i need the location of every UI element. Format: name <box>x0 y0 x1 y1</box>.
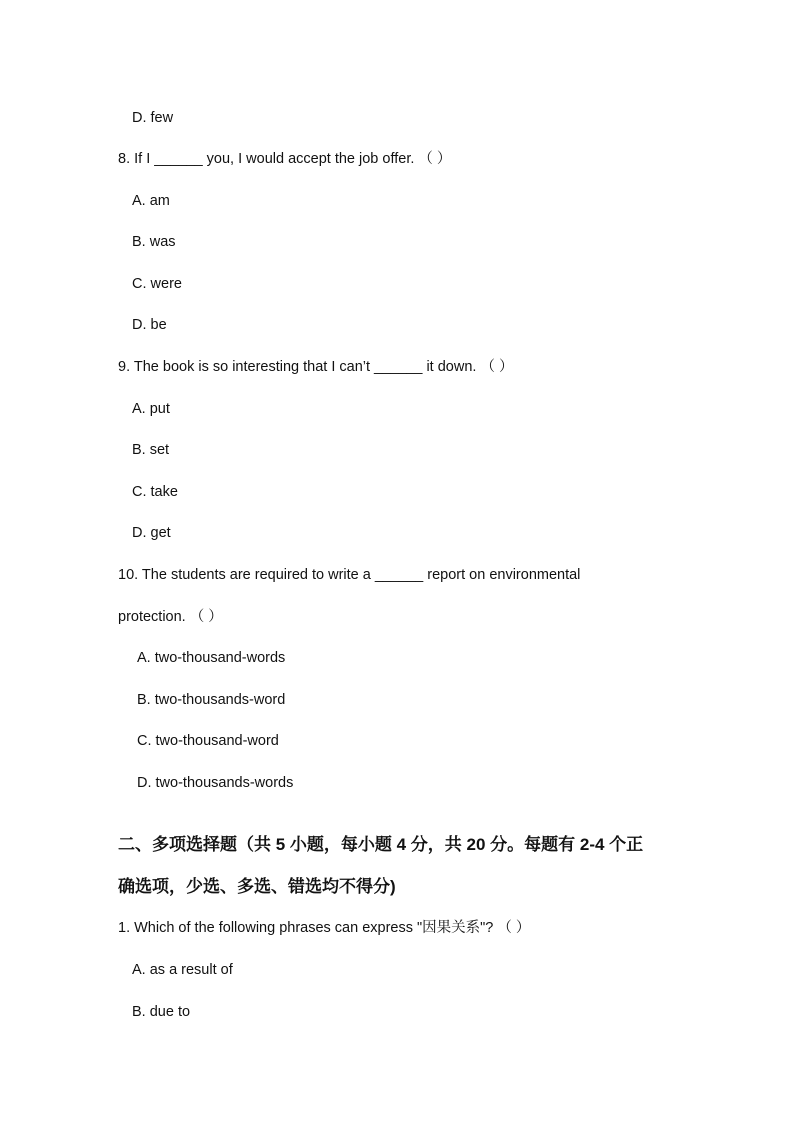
section-heading-cont: 确选项，少选、多选、错选均不得分) <box>118 877 396 896</box>
question-10: 10. The students are required to write a ______ report on environmental <box>118 567 581 583</box>
option-text: C. were <box>132 276 182 292</box>
option-text: D. few <box>132 110 174 126</box>
option-text: B. due to <box>132 1004 191 1020</box>
question-mc-1: 1. Which of the following phrases can express "因果关系"? （ ） <box>118 920 531 936</box>
option-text: B. set <box>132 442 170 458</box>
option-text: A. put <box>132 401 170 417</box>
option-text: B. two-thousands-word <box>137 692 286 708</box>
option-text: A. two-thousand-words <box>137 650 286 666</box>
section-heading: 二、多项选择题（共 5 小题，每小题 4 分，共 20 分。每题有 2-4 个正 <box>118 835 644 854</box>
option-text: A. am <box>132 193 170 209</box>
question-8: 8. If I ______ you, I would accept the job offer. （ ） <box>118 151 452 167</box>
option-text: D. be <box>132 317 167 333</box>
option-text: C. take <box>132 484 178 500</box>
question-10-cont: protection. （ ） <box>118 609 223 625</box>
option-text: D. get <box>132 525 171 541</box>
option-text: B. was <box>132 234 176 250</box>
question-9: 9. The book is so interesting that I can’t ______ it down. （ ） <box>118 359 514 375</box>
option-text: D. two-thousands-words <box>137 775 294 791</box>
option-text: C. two-thousand-word <box>137 733 279 749</box>
option-text: A. as a result of <box>132 962 233 978</box>
